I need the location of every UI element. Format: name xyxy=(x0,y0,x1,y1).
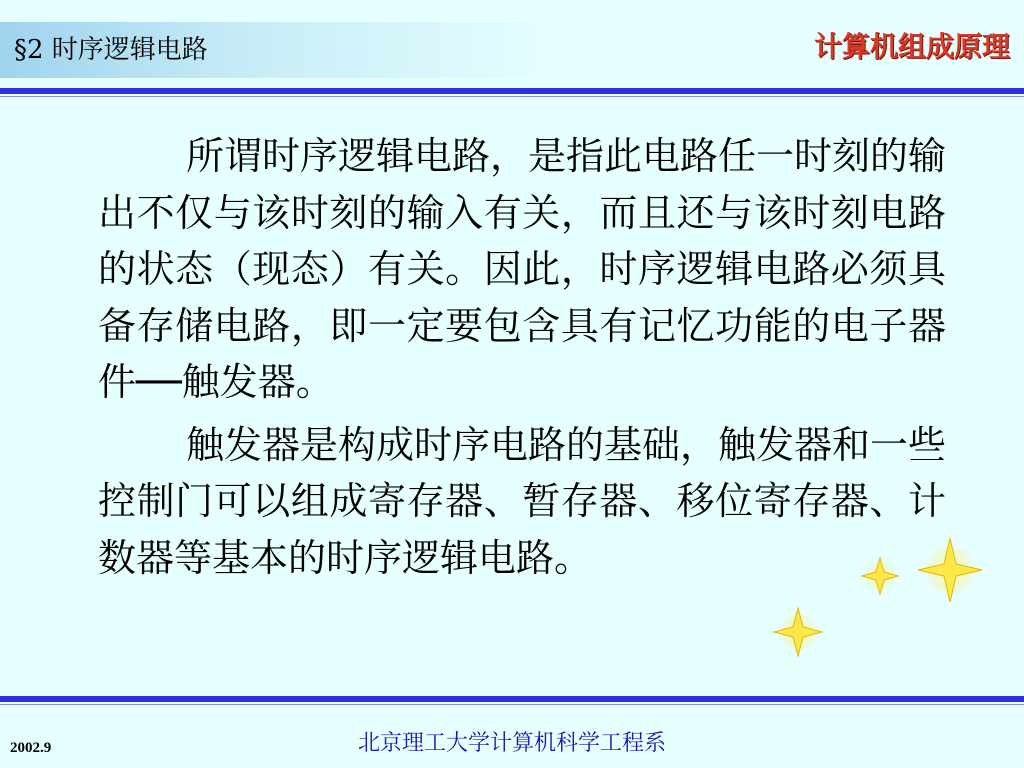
top-divider-thin xyxy=(0,96,1024,97)
section-title: §2 时序逻辑电路 xyxy=(14,35,208,65)
sparkle-star-small xyxy=(774,608,822,656)
course-title: 计算机组成原理 xyxy=(813,30,1010,63)
slide-body xyxy=(98,128,946,592)
bottom-divider-thin xyxy=(0,704,1024,705)
sparkle-star-large xyxy=(918,538,982,602)
bottom-divider xyxy=(0,696,1024,702)
body-paragraph-2: 触发器是构成时序电路的基础，触发器和一些控制门可以组成寄存器、暂存器、移位寄存器、计数器等基本的时序逻辑电路。 xyxy=(98,422,947,580)
sparkle-stars-icon xyxy=(760,530,990,670)
body-paragraph-1: 所谓时序逻辑电路，是指此电路任一时刻的输出不仅与该时刻的输入有关，而且还与该时刻电路的状态（现态）有关。因此，时序逻辑电路必须具备存储电路，即一定要包含具有记忆功能的电子器件──触发器。 xyxy=(98,134,947,404)
top-divider xyxy=(0,88,1024,94)
footer-date: 2002.9 xyxy=(10,740,52,756)
footer-department: 北京理工大学计算机科学工程系 xyxy=(357,731,666,756)
sparkle-star-medium xyxy=(862,558,898,594)
